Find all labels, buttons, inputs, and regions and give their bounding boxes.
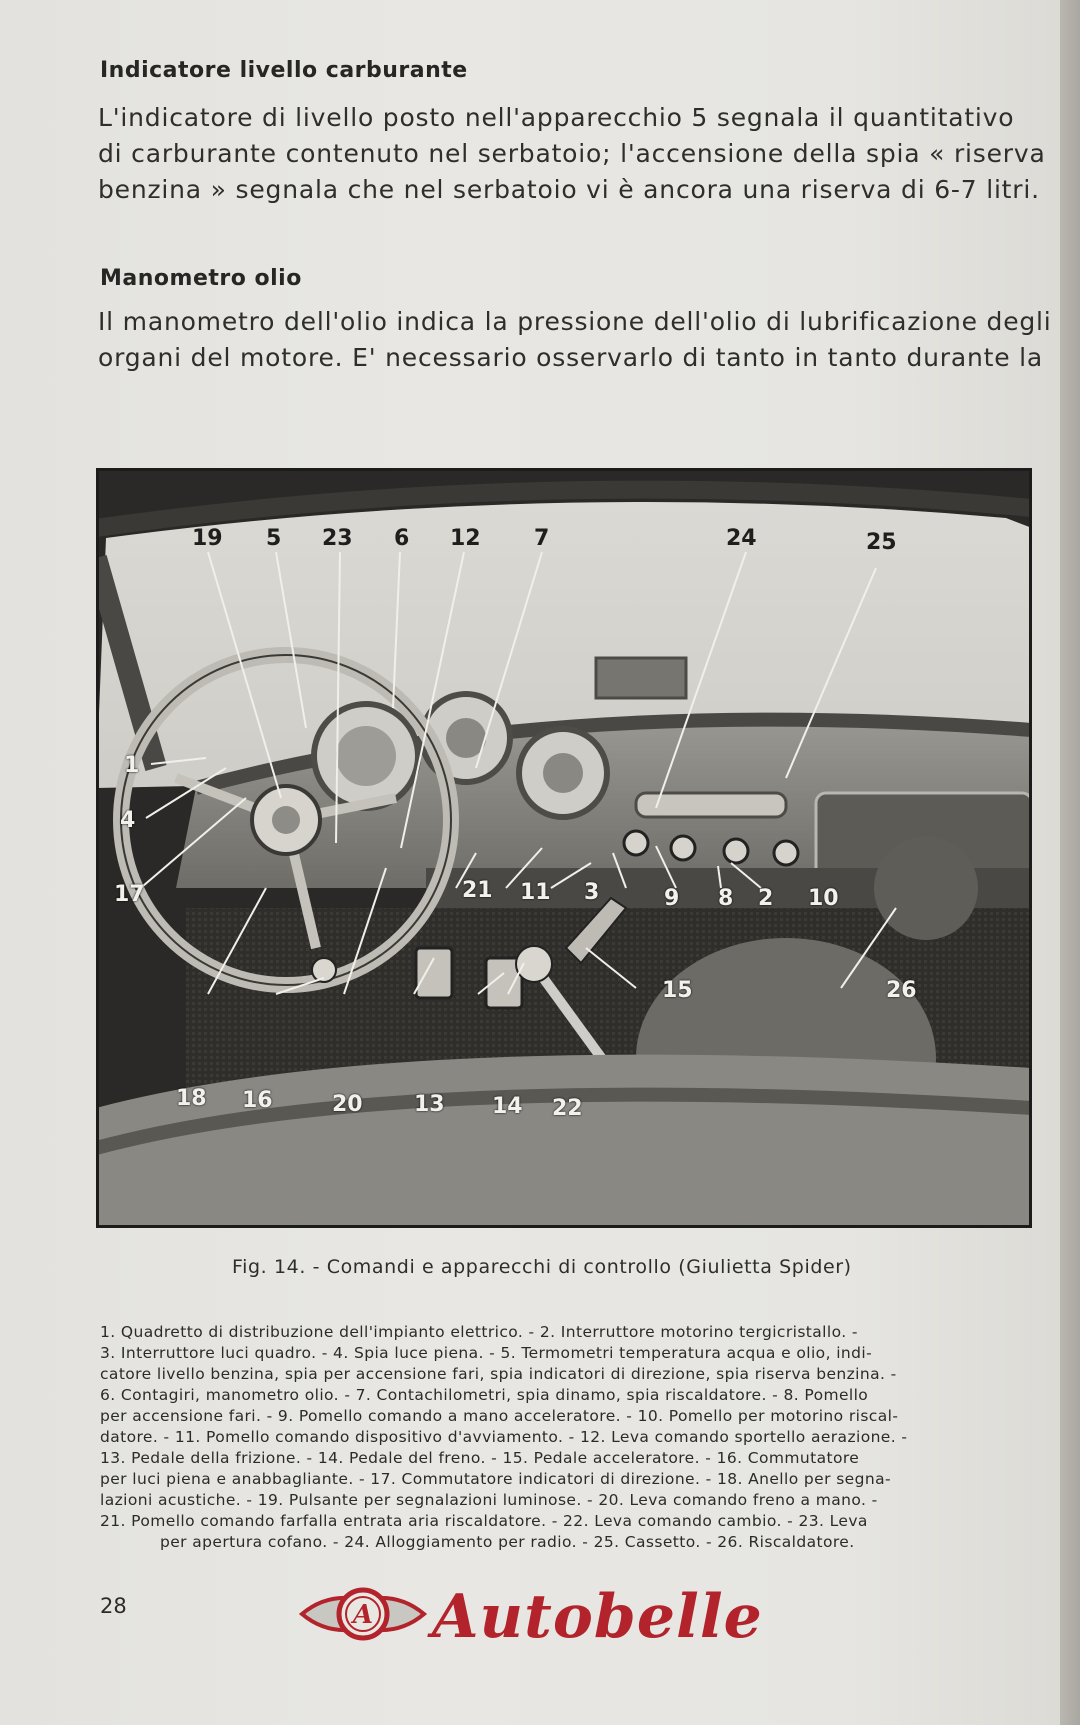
paragraph-line: benzina » segnala che nel serbatoio vi è ancora una riserva di 6-7 litri. [98,175,1040,204]
callout-22: 22 [552,1096,583,1121]
callout-4: 4 [120,808,136,833]
callout-25: 25 [866,530,897,555]
callout-2: 2 [758,886,774,911]
brand-watermark: Autobelle [432,1582,763,1652]
paragraph-line: L'indicatore di livello posto nell'apparecchio 5 segnala il quantitativo [98,103,1015,132]
section-paragraph-oil [98,304,1052,376]
legend-line: per accensione fari. - 9. Pomello comando a mano acceleratore. - 10. Pomello per motorino riscal- [100,1407,899,1425]
callout-20: 20 [332,1092,363,1117]
section-heading-oil: Manometro olio [100,266,302,291]
callout-18: 18 [176,1086,207,1111]
callout-11: 11 [520,880,551,905]
paragraph-line: Il manometro dell'olio indica la pressione dell'olio di lubrificazione degli [98,307,1052,336]
callout-1: 1 [124,753,140,778]
legend-line: 3. Interruttore luci quadro. - 4. Spia luce piena. - 5. Termometri temperatura acqua e olio, indi- [100,1344,873,1362]
callout-15: 15 [662,978,693,1003]
callout-12: 12 [450,526,481,551]
logo-monogram: A [352,1600,374,1630]
callout-9: 9 [664,886,680,911]
callout-16: 16 [242,1088,273,1113]
callout-7: 7 [534,526,550,551]
autobelle-logo-icon [298,1578,428,1650]
callout-24: 24 [726,526,757,551]
callout-19: 19 [192,526,223,551]
legend-line: 21. Pomello comando farfalla entrata aria riscaldatore. - 22. Leva comando cambio. - 23. Leva [100,1512,868,1530]
callout-6: 6 [394,526,410,551]
figure-caption: Fig. 14. - Comandi e apparecchi di controllo (Giulietta Spider) [232,1256,852,1278]
legend-line: per apertura cofano. - 24. Alloggiamento per radio. - 25. Cassetto. - 26. Riscaldatore. [160,1533,855,1551]
paragraph-line: organi del motore. E' necessario osservarlo di tanto in tanto durante la [98,343,1044,372]
dashboard-photo [96,468,1032,1228]
legend-line: 13. Pedale della frizione. - 14. Pedale del freno. - 15. Pedale acceleratore. - 16. Commutatore [100,1449,860,1467]
legend-line: lazioni acustiche. - 19. Pulsante per segnalazioni luminose. - 20. Leva comando freno a mano. - [100,1491,878,1509]
legend-line: per luci piena e anabbagliante. - 17. Commutatore indicatori di direzione. - 18. Anello per segna- [100,1470,891,1488]
legend-line: 1. Quadretto di distribuzione dell'impianto elettrico. - 2. Interruttore motorino tergicristallo. - [100,1323,858,1341]
callout-5: 5 [266,526,282,551]
callout-3: 3 [584,880,600,905]
callout-13: 13 [414,1092,445,1117]
page-number: 28 [100,1594,127,1618]
callout-8: 8 [718,886,734,911]
callout-23: 23 [322,526,353,551]
legend-line: datore. - 11. Pomello comando dispositivo d'avviamento. - 12. Leva comando sportello aerazione. - [100,1428,908,1446]
legend-line: catore livello benzina, spia per accensione fari, spia indicatori di direzione, spia riserva benzina. - [100,1365,897,1383]
page-edge [1060,0,1080,1725]
callout-21: 21 [462,878,493,903]
legend-line: 6. Contagiri, manometro olio. - 7. Contachilometri, spia dinamo, spia riscaldatore. - 8. Pomello [100,1386,869,1404]
callout-14: 14 [492,1094,523,1119]
callout-17: 17 [114,882,145,907]
figure-legend [100,1322,1040,1553]
section-heading-fuel: Indicatore livello carburante [100,58,468,83]
callout-10: 10 [808,886,839,911]
paragraph-line: di carburante contenuto nel serbatoio; l'accensione della spia « riserva [98,139,1046,168]
section-paragraph-fuel [98,100,1046,208]
callout-26: 26 [886,978,917,1003]
